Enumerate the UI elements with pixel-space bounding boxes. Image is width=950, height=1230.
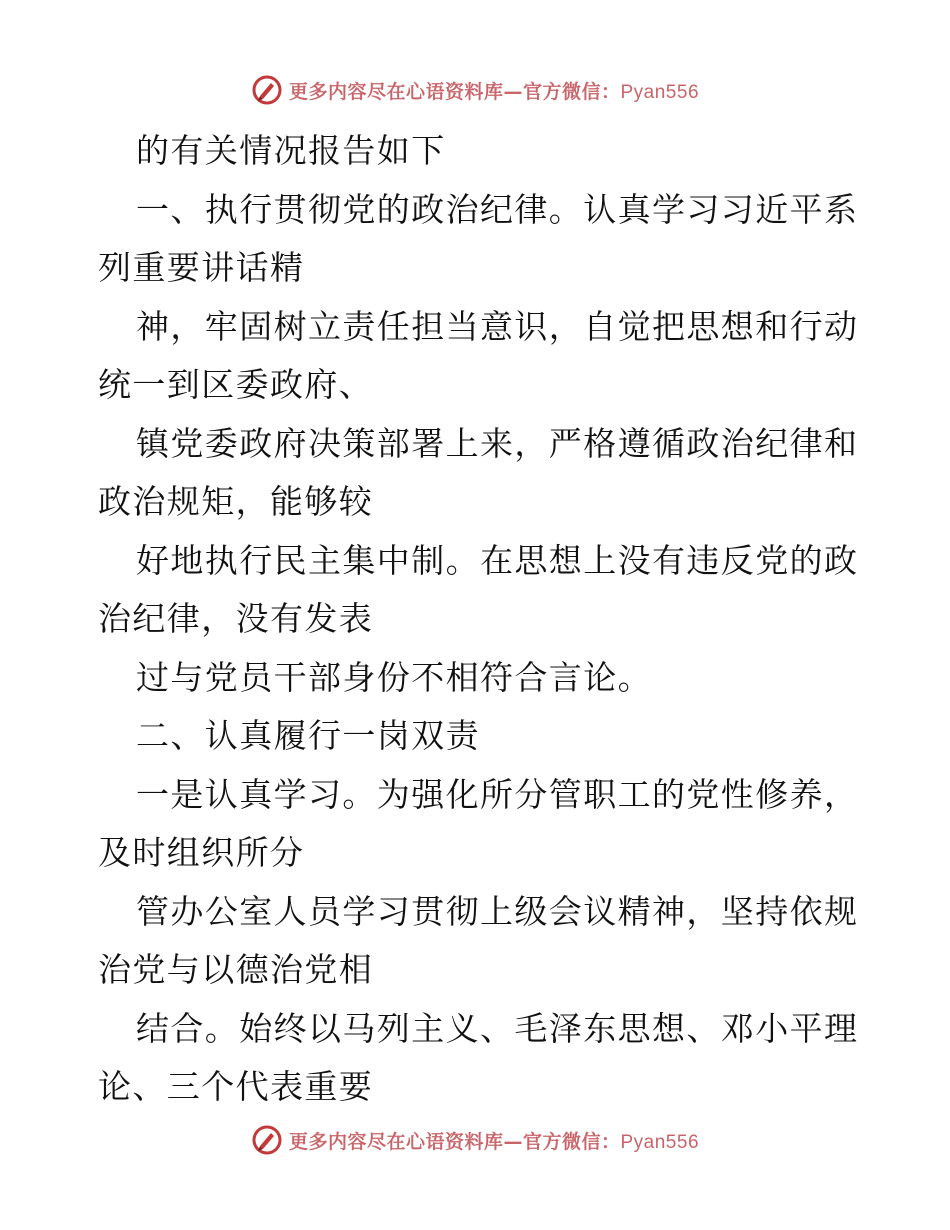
text-line: 二、认真履行一岗双责 xyxy=(136,716,480,755)
text-line: 好地执行民主集中制。在思想上没有违反党的政 xyxy=(136,540,858,580)
text-line: 治纪律，没有发表 xyxy=(98,599,374,638)
logo-icon xyxy=(251,74,283,106)
text-line: 结合。始终以马列主义、毛泽东思想、邓小平理 xyxy=(136,1008,858,1048)
text-line: 治党与以德治党相 xyxy=(98,950,374,989)
text-line: 一、执行贯彻党的政治纪律。认真学习习近平系 xyxy=(136,189,858,229)
footer-watermark xyxy=(0,1120,950,1160)
watermark-text: 更多内容尽在心语资料库—官方微信：Pyan556 xyxy=(288,1130,700,1153)
logo-icon xyxy=(251,1124,283,1156)
text-line: 及时组织所分 xyxy=(98,833,305,872)
watermark-text: 更多内容尽在心语资料库—官方微信：Pyan556 xyxy=(288,80,700,103)
text-line: 镇党委政府决策部署上来，严格遵循政治纪律和 xyxy=(136,423,858,463)
text-line: 管办公室人员学习贯彻上级会议精神，坚持依规 xyxy=(136,891,858,931)
text-line: 一是认真学习。为强化所分管职工的党性修养， xyxy=(136,774,858,814)
text-line: 过与党员干部身份不相符合言论。 xyxy=(136,657,652,697)
document-body xyxy=(98,122,858,1117)
text-line: 论、三个代表重要 xyxy=(98,1067,374,1106)
text-line: 政治规矩，能够较 xyxy=(98,482,374,521)
header-watermark xyxy=(0,70,950,110)
text-line: 统一到区委政府、 xyxy=(98,365,374,404)
text-line: 神，牢固树立责任担当意识，自觉把思想和行动 xyxy=(136,306,858,346)
text-line: 列重要讲话精 xyxy=(98,248,305,287)
text-line: 的有关情况报告如下 xyxy=(136,131,446,170)
